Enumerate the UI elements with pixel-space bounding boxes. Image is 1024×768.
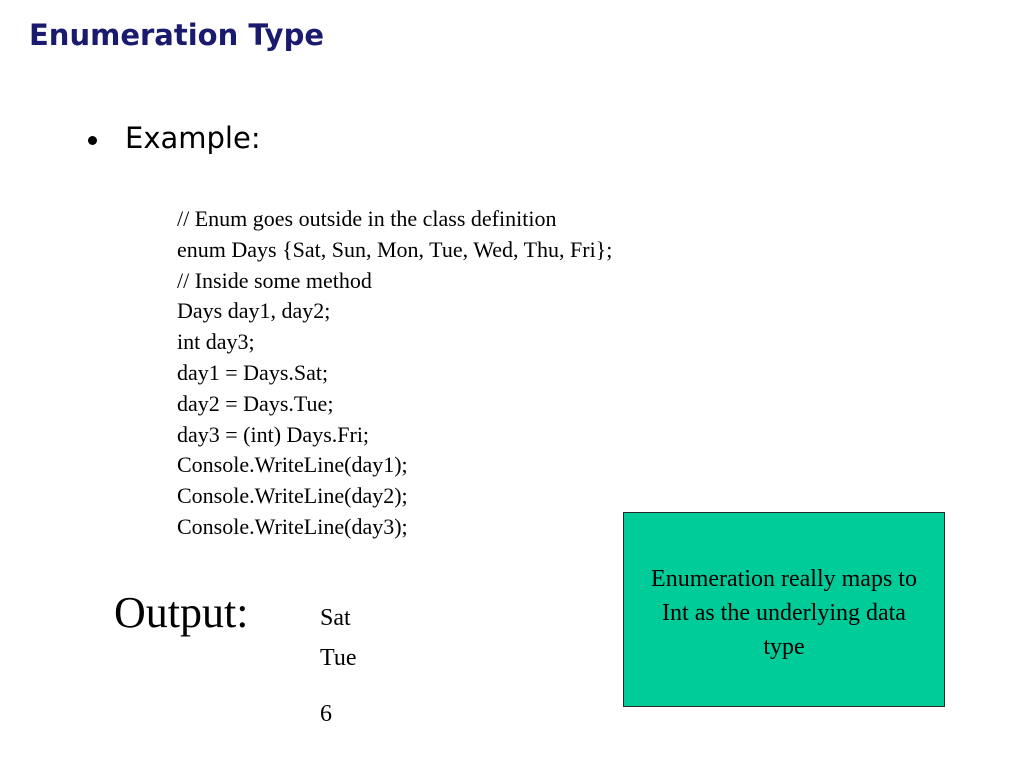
code-line: day1 = Days.Sat; <box>177 359 329 385</box>
bullet-text: Example: <box>125 121 261 155</box>
code-line: day2 = Days.Tue; <box>177 390 334 416</box>
code-block <box>177 204 612 543</box>
output-label: Output: <box>114 588 249 637</box>
output-value-3: 6 <box>320 701 332 727</box>
output-value-2: Tue <box>320 645 357 671</box>
bullet-example <box>88 118 261 158</box>
callout-box <box>623 512 945 707</box>
code-line: Console.WriteLine(day2); <box>177 483 408 509</box>
output-value-1: Sat <box>320 605 351 631</box>
code-line: Console.WriteLine(day3); <box>177 513 408 539</box>
code-line: enum Days {Sat, Sun, Mon, Tue, Wed, Thu, Fri}; <box>177 236 613 262</box>
slide-title: Enumeration Type <box>29 18 324 52</box>
code-line: Console.WriteLine(day1); <box>177 452 408 478</box>
code-line: // Inside some method <box>177 267 372 293</box>
code-line: // Enum goes outside in the class definition <box>177 206 557 231</box>
callout-text: Enumeration really maps to Int as the underlying data type <box>651 566 917 660</box>
code-line: day3 = (int) Days.Fri; <box>177 421 370 447</box>
code-line: int day3; <box>177 329 255 355</box>
bullet-dot-icon <box>88 136 97 145</box>
code-line: Days day1, day2; <box>177 298 331 324</box>
